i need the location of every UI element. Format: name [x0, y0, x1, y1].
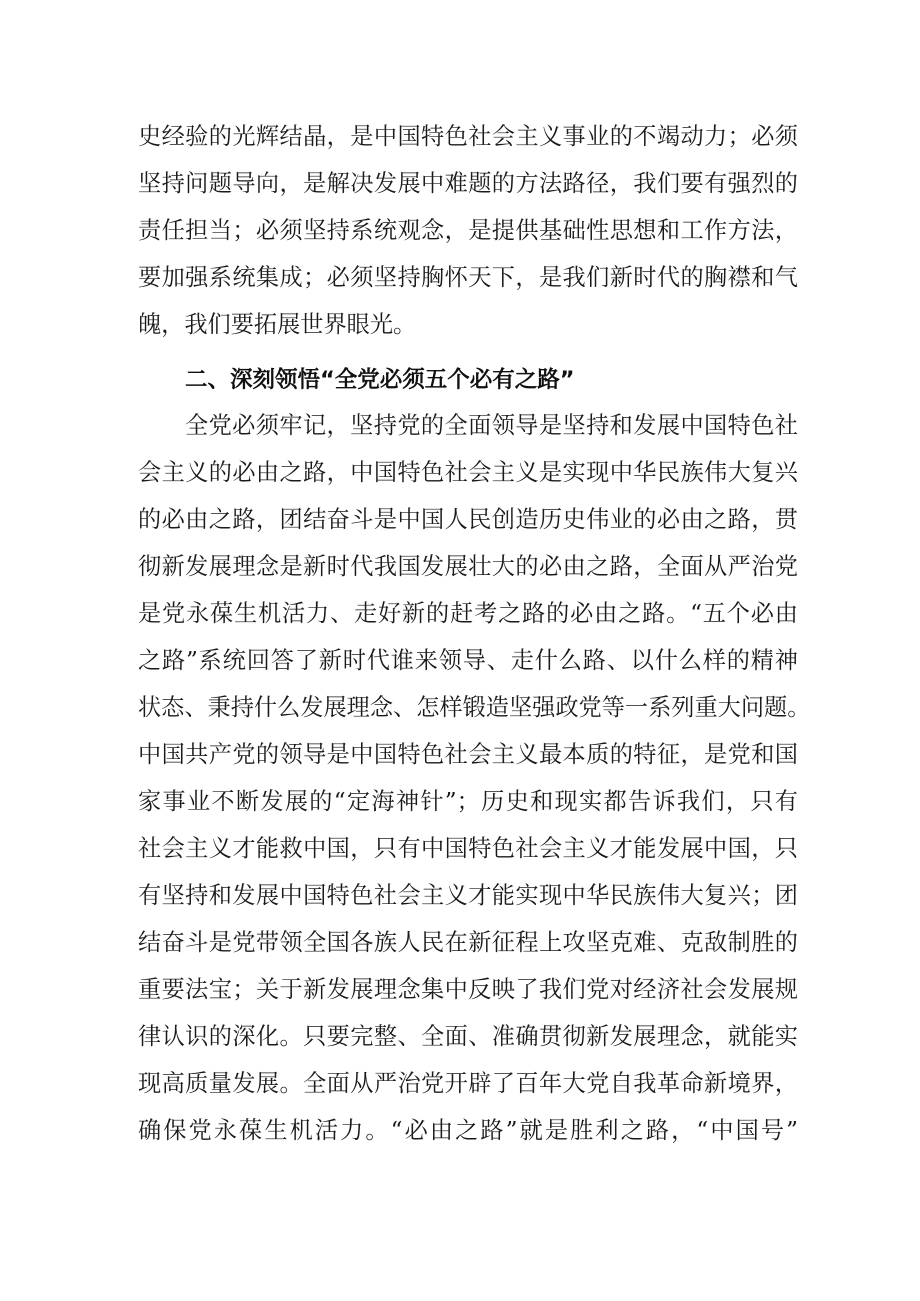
paragraph-line: 社会主义才能救中国，只有中国特色社会主义才能发展中国，只: [138, 835, 798, 862]
paragraph-line: 状态、秉持什么发展理念、怎样锻造坚强政党等一系列重大问题。: [138, 694, 811, 721]
paragraph-line: 现高质量发展。全面从严治党开辟了百年大党自我革命新境界，: [138, 1070, 798, 1097]
paragraph-line: 中国共产党的领导是中国特色社会主义最本质的特征，是党和国: [138, 741, 798, 768]
paragraph-line: 彻新发展理念是新时代我国发展壮大的必由之路，全面从严治党: [138, 553, 798, 580]
paragraph-line: 重要法宝；关于新发展理念集中反映了我们党对经济社会发展规: [138, 976, 798, 1003]
paragraph-line: 家事业不断发展的“定海神针”；历史和现实都告诉我们，只有: [138, 788, 798, 815]
paragraph-line: 责任担当；必须坚持系统观念，是提供基础性思想和工作方法，: [138, 217, 798, 244]
paragraph-line: 之路”系统回答了新时代谁来领导、走什么路、以什么样的精神: [138, 647, 798, 674]
paragraph-line: 确保党永葆生机活力。“必由之路”就是胜利之路，“中国号”: [138, 1117, 798, 1144]
paragraph-line: 的必由之路，团结奋斗是中国人民创造历史伟业的必由之路，贯: [138, 506, 798, 533]
paragraph-line: 魄，我们要拓展世界眼光。: [138, 311, 417, 338]
section-heading: 二、深刻领悟“全党必须五个必有之路”: [185, 367, 575, 393]
paragraph-line: 是党永葆生机活力、走好新的赶考之路的必由之路。“五个必由: [138, 600, 798, 627]
paragraph-line: 律认识的深化。只要完整、全面、准确贯彻新发展理念，就能实: [138, 1023, 798, 1050]
paragraph-line: 要加强系统集成；必须坚持胸怀天下，是我们新时代的胸襟和气: [138, 264, 798, 291]
paragraph-line: 有坚持和发展中国特色社会主义才能实现中华民族伟大复兴；团: [138, 882, 798, 909]
paragraph-line: 会主义的必由之路，中国特色社会主义是实现中华民族伟大复兴: [138, 459, 798, 486]
paragraph-line: 坚持问题导向，是解决发展中难题的方法路径，我们要有强烈的: [138, 170, 798, 197]
paragraph-line: 全党必须牢记，坚持党的全面领导是坚持和发展中国特色社: [185, 412, 798, 439]
paragraph-line: 结奋斗是党带领全国各族人民在新征程上攻坚克难、克敌制胜的: [138, 929, 798, 956]
paragraph-line: 史经验的光辉结晶，是中国特色社会主义事业的不竭动力；必须: [138, 123, 798, 150]
